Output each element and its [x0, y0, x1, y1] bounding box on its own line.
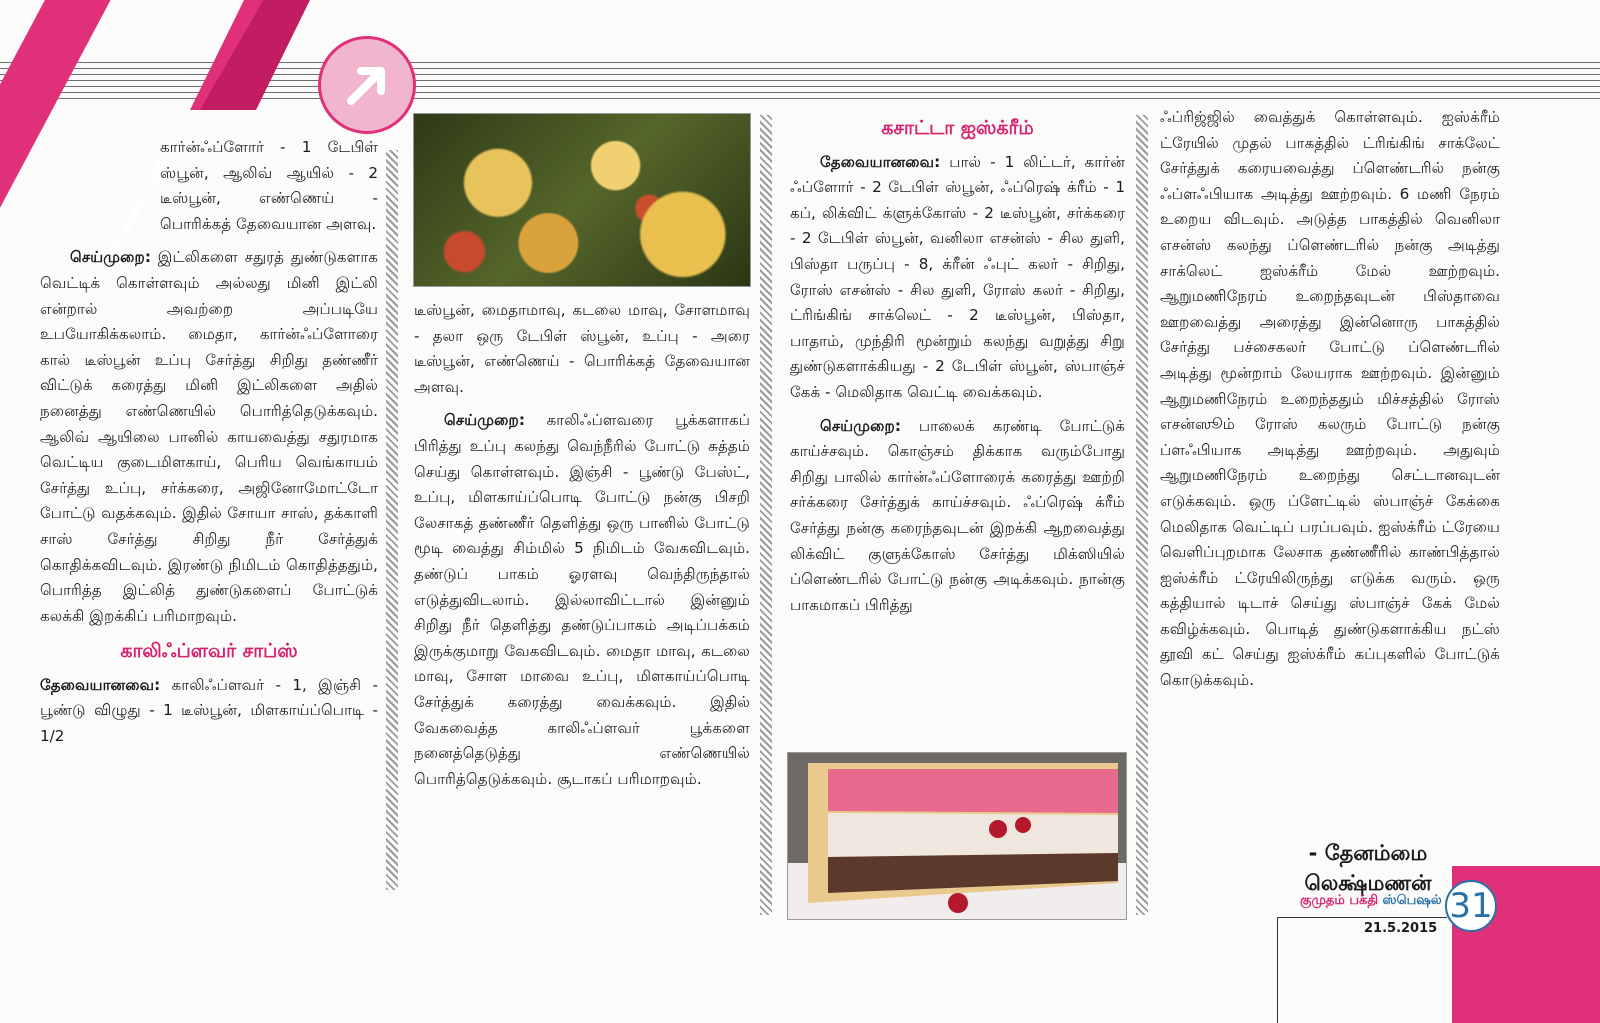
page-number: 31	[1445, 880, 1497, 932]
author-line-2: லெக்ஷ்மணன்	[1304, 871, 1432, 895]
method-label: செய்முறை:	[820, 416, 901, 435]
arrow-icon	[339, 57, 395, 113]
column-divider	[760, 115, 772, 915]
ingredients-continued: டீஸ்பூன், மைதாமாவு, கடலை மாவு, சோளமாவு - தலா ஒரு டேபிள் ஸ்பூன், உப்பு - அரை டீஸ்பூன், எண்ணெய் - பொரிக்கத் தேவையான அளவு.	[414, 301, 750, 396]
column-divider	[1136, 115, 1148, 915]
author-signature	[1278, 838, 1458, 898]
author-line-1: - தேனம்மை	[1308, 841, 1428, 865]
column-3	[790, 112, 1125, 618]
column-2	[414, 298, 750, 792]
method-text: இட்லிகளை சதுரத் துண்டுகளாக வெட்டிக் கொள்ளவும் அல்லது மினி இட்லி என்றால் அவற்றை அப்படியே உபயோகிக்கலாம். மைதா, கார்ன்ஃப்ளோரை கால் டீஸ்பூன் உப்பு சேர்த்து சிறிது தண்ணீர் விட்டுக் கரைத்து மினி இட்லிகளை அதில் நனைத்து எண்ணெயில் பொரித்தெடுக்கவும். ஆலிவ் ஆயிலை பானில் காயவைத்து சதுரமாக வெட்டிய குடைமிளகாய், பெரிய வெங்காயம் சேர்த்து உப்பு, சர்க்கரை, அஜினோமோட்டோ போட்டு வதக்கவும். இதில் சோயா சாஸ், தக்காளி சாஸ் சேர்த்து சிறிது நீர் சேர்த்துக் கொதிக்கவிடவும். இரண்டு நிமிடம் கொதித்ததும், பொரித்த இட்லித் துண்டுகளைப் போட்டுக் கலக்கி இறக்கிப் பரிமாறவும்.	[40, 248, 378, 625]
method-label: செய்முறை:	[444, 411, 525, 430]
publication-name-3: ஸ்பெஷல்	[1382, 893, 1442, 908]
section-label: பெண்கள் பகுதி	[104, 153, 171, 256]
issue-date: 21.5.2015	[1364, 921, 1438, 936]
recipe-title: காலிஃப்ளவர் சாப்ஸ்	[120, 640, 298, 663]
method-continued: ஃப்ரிஜ்ஜில் வைத்துக் கொள்ளவும். ஐஸ்க்ரீம் ட்ரேயில் முதல் பாகத்தில் ட்ரிங்கிங் சாக்லேட் சேர்த்துக் கரையவைத்து ப்ளெண்டரில் நன்கு ஃப்ளஃபியாக அடித்து ஊற்றவும். 6 மணி நேரம் உறைய விடவும். அடுத்த பாகத்தில் வெனிலா எசன்ஸ் கலந்து ப்ளெண்டரில் நன்கு அடித்து சாக்லெட் ஐஸ்க்ரீம் மேல் ஊற்றவும். ஆறுமணிநேரம் உறைந்தவுடன் பிஸ்தாவை ஊறவைத்து அரைத்து இன்னொரு பாகத்தில் சேர்த்து பச்சைகலர் போட்டு ப்ளெண்டரில் அடித்து மூன்றாம் லேயராக ஊற்றவும். இன்னும் ஆறுமணிநேரம் உறைந்ததும் மிச்சத்தில் ரோஸ் எசன்ஸூம் ரோஸ் கலரும் போட்டு நன்கு ப்ளஃபியாக அடித்து ஊற்றவும். அதுவும் ஆறுமணிநேரம் உறைந்து செட்டானவுடன் எடுக்கவும். ஒரு ப்ளேட்டில் ஸ்பாஞ்ச் கேக்கை மெலிதாக வெட்டிப் பரப்பவும். ஐஸ்க்ரீம் ட்ரேயை வெளிப்புறமாக லேசாக தண்ணீரில் காண்பித்தால் ஐஸ்க்ரீம் ட்ரேயிலிருந்து எடுக்க வரும். ஒரு கத்தியால் டிடாச் செய்து ஸ்பாஞ்ச் கேக் மேல் கவிழ்க்கவும். பொடித் துண்டுகளாக்கிய நட்ஸ் தூவி கட் செய்து ஐஸ்க்ரீம் கப்புகளில் போட்டுக் கொடுக்கவும்.	[1160, 108, 1500, 690]
publication-name-2: பக்தி	[1349, 893, 1379, 908]
footer-rule-vertical	[1277, 917, 1278, 1023]
publication-name	[1300, 893, 1442, 909]
column-4	[1160, 105, 1500, 694]
cauliflower-photo	[413, 113, 751, 287]
ingredients-continued: கார்ன்ஃப்ளோர் - 1 டேபிள் ஸ்பூன், ஆலிவ் ஆயில் - 2 டீஸ்பூன், எண்ணெய் - பொரிக்கத் தேவையான அளவு.	[160, 138, 378, 233]
footer-rule	[1277, 917, 1447, 918]
cassata-illustration	[788, 753, 1126, 919]
method-text: காலிஃப்ளவரை பூக்களாகப் பிரித்து உப்பு கலந்து வெந்நீரில் போட்டு சுத்தம் செய்து கொள்ளவும். இஞ்சி - பூண்டு பேஸ்ட், உப்பு, மிளகாய்ப்பொடி போட்டு நன்கு பிசறி லேசாகத் தண்ணீர் தெளித்து ஒரு பானில் போட்டு மூடி வைத்து சிம்மில் 5 நிமிடம் வேகவிடவும். தண்டுப் பாகம் ஓரளவு வெந்திருந்தால் எடுத்துவிடலாம். இல்லாவிட்டால் இன்னும் சிறிது நீர் தெளித்து தண்டுப்பாகம் அடிப்பக்கம் இருக்குமாறு வேகவிடவும். மைதா மாவு, கடலை மாவு, சோள மாவை உப்பு, மிளகாய்ப்பொடி சேர்த்துக் கரைத்து வைக்கவும். இதில் வேகவைத்த காலிஃப்ளவர் பூக்களை நனைத்தெடுத்து எண்ணெயில் பொரித்தெடுக்கவும். சூடாகப் பரிமாறவும்.	[414, 411, 750, 788]
recipe-title: கசாட்டா ஐஸ்க்ரீம்	[881, 117, 1034, 139]
ingredients-text: காலிஃப்ளவர் - 1, இஞ்சி - பூண்டு விழுது - 1 டீஸ்பூன், மிளகாய்ப்பொடி - 1/2	[40, 675, 379, 746]
arrow-badge	[318, 36, 416, 134]
ingredients-text: பால் - 1 லிட்டர், கார்ன் ஃப்ளோர் - 2 டேபிள் ஸ்பூன், ஃப்ரெஷ் க்ரீம் - 1 கப், லிக்விட் க்ளுக்கோஸ் - 2 டீஸ்பூன், சர்க்கரை - 2 டேபிள் ஸ்பூன், வனிலா எசன்ஸ் - சில துளி, பிஸ்தா பருப்பு - 8, க்ரீன் ஃபுட் கலர் - சிறிது, ரோஸ் எசன்ஸ் - சில துளி, ரோஸ் கலர் - சிறிது, ட்ரிங்கிங் சாக்லெட் - 2 டீஸ்பூன், பிஸ்தா, பாதாம், முந்திரி மூன்றும் கலந்து வறுத்து சிறு துண்டுகளாக்கியது - 2 டேபிள் ஸ்பூன், ஸ்பாஞ்ச் கேக் - மெலிதாக வெட்டி வைக்கவும்.	[790, 152, 1125, 401]
method-text: பாலைக் கரண்டி போட்டுக் காய்ச்சவும். கொஞ்சம் திக்காக வரும்போது சிறிது பாலில் கார்ன்ஃப்ளோரைக் கரைத்து ஊற்றி சர்க்கரை சேர்த்துக் காய்ச்சவும். ஃப்ரெஷ் க்ரீம் சேர்த்து நன்கு கரைந்தவுடன் இறக்கி ஆறவைத்து லிக்விட் குளுக்கோஸ் சேர்த்து மிக்ஸியில் ப்ளெண்டரில் போட்டு நன்கு அடிக்கவும். நான்கு பாகமாகப் பிரித்து	[790, 416, 1125, 614]
column-divider	[386, 150, 398, 890]
publication-name-1: குமுதம்	[1300, 893, 1345, 908]
ingredients-label: தேவையானவை:	[40, 675, 161, 694]
ingredients-label: தேவையானவை:	[820, 152, 941, 171]
method-label: செய்முறை:	[70, 248, 151, 267]
column-1	[40, 135, 378, 750]
cassata-photo	[787, 752, 1127, 920]
